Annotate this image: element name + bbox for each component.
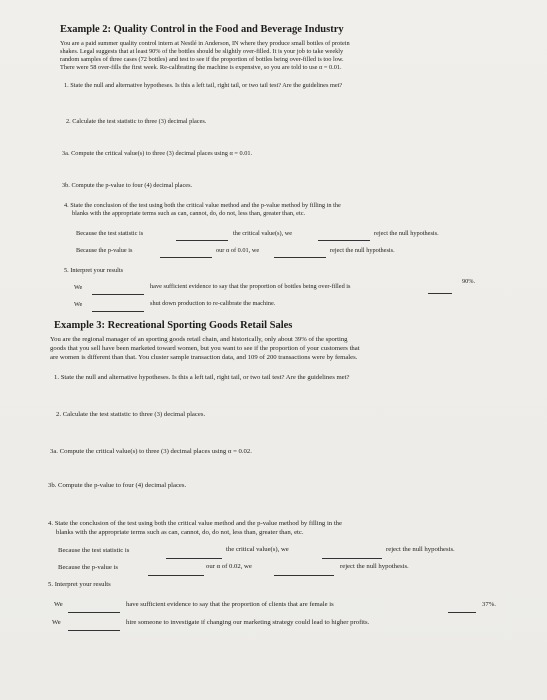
- example-3-we-2: We: [52, 619, 61, 626]
- example-3-because-test-statistic: Because the test statistic is: [58, 547, 130, 554]
- example-2-our-alpha: our α of 0.01, we: [216, 247, 260, 254]
- example-3-because-p-value: Because the p-value is: [58, 564, 118, 571]
- example-2-intro-line-3: random samples of three cases (72 bottles) and test to see if the proportion of bottles being over-filled is too low.: [60, 56, 344, 63]
- example-2-question-3a: 3a. Compute the critical value(s) to three (3) decimal places using α = 0.01.: [62, 150, 253, 157]
- example-3-blank-pv-comparison[interactable]: [148, 568, 204, 576]
- example-3-percent: 37%.: [482, 601, 496, 608]
- example-3-our-alpha: our α of 0.02, we: [206, 563, 252, 570]
- example-2-reject-null-2: reject the null hypothesis.: [330, 247, 395, 254]
- example-2-question-1: 1. State the null and alternative hypotheses. Is this a left tail, right tail, or two tail test? Are the guidelines met?: [64, 82, 343, 89]
- example-3-question-4-line-2: blanks with the appropriate terms such as can, cannot, do, do not, less than, greater than, etc.: [56, 529, 304, 536]
- example-2-question-3b: 3b. Compute the p-value to four (4) decimal places.: [62, 182, 193, 189]
- example-3-we-1: We: [54, 601, 63, 608]
- example-2-critical-values-we: the critical value(s), we: [233, 230, 293, 237]
- example-3-blank-cv-decision[interactable]: [322, 551, 382, 559]
- example-2-question-5: 5. Interpret your results: [64, 267, 124, 274]
- example-3-question-4-line-1: 4. State the conclusion of the test using both the critical value method and the p-value method by filling in the: [48, 520, 342, 527]
- example-3-question-5: 5. Interpret your results: [48, 581, 111, 588]
- example-2-intro-line-1: You are a paid summer quality control intern at Nestlé in Anderson, IN where they produce small bottles of protein: [60, 40, 350, 47]
- example-2-blank-pv-comparison[interactable]: [160, 250, 212, 258]
- example-3-title: Example 3: Recreational Sporting Goods Retail Sales: [54, 320, 293, 331]
- example-3-intro-line-2: goods that you sell have been marketed toward women, but you want to see if the proportion of your customers that: [50, 345, 360, 352]
- example-3-critical-values-we: the critical value(s), we: [226, 546, 289, 553]
- example-2-have-sufficient: have sufficient evidence to say that the proportion of bottles being over-filled is: [150, 283, 351, 290]
- example-2-blank-interpret-1[interactable]: [92, 287, 144, 295]
- example-2-question-2: 2. Calculate the test statistic to three (3) decimal places.: [66, 118, 207, 125]
- example-2-percent: 90%.: [462, 278, 476, 285]
- example-2-blank-direction[interactable]: [428, 286, 452, 294]
- example-3-intro-line-3: are women is different than that. You cluster sample transaction data, and 109 of 200 transactions were by females.: [50, 354, 358, 361]
- example-2-question-4-line-1: 4. State the conclusion of the test using both the critical value method and the p-value method by filling in the: [64, 202, 341, 209]
- example-2-blank-ts-comparison[interactable]: [176, 233, 228, 241]
- example-3-intro-line-1: You are the regional manager of an sporting goods retail chain, and historically, only about 39% of the sporting: [50, 336, 348, 343]
- example-3-have-sufficient: have sufficient evidence to say that the proportion of clients that are female is: [126, 601, 334, 608]
- example-2-we-2: We: [74, 301, 83, 308]
- example-3-question-3a: 3a. Compute the critical value(s) to three (3) decimal places using α = 0.02.: [50, 448, 252, 455]
- example-2-blank-interpret-2[interactable]: [92, 304, 144, 312]
- example-3-blank-interpret-1[interactable]: [68, 605, 120, 613]
- example-3-question-1: 1. State the null and alternative hypotheses. Is this a left tail, right tail, or two tail test? Are the guidelines met?: [54, 374, 350, 381]
- example-3-reject-null-1: reject the null hypothesis.: [386, 546, 455, 553]
- example-3-question-2: 2. Calculate the test statistic to three (3) decimal places.: [56, 411, 206, 418]
- example-2-intro-line-4: There were 58 over-fills the first week. Re-calibrating the machine is expensive, so you are told to use α = 0.01.: [60, 64, 342, 71]
- example-2-question-4-line-2: blanks with the appropriate terms such as can, cannot, do, do not, less than, greater than, etc.: [72, 210, 306, 217]
- example-2-blank-cv-decision[interactable]: [318, 233, 370, 241]
- example-3-blank-pv-decision[interactable]: [274, 568, 334, 576]
- example-2-because-test-statistic: Because the test statistic is: [76, 230, 144, 237]
- example-2-reject-null-1: reject the null hypothesis.: [374, 230, 439, 237]
- example-2-blank-pv-decision[interactable]: [274, 250, 326, 258]
- example-2-because-p-value: Because the p-value is: [76, 247, 133, 254]
- example-2-intro-line-2: shakes. Legal suggests that at least 90% of the bottles should be slightly over-filled. It is your job to take weekly: [60, 48, 344, 55]
- example-3-blank-direction[interactable]: [448, 605, 476, 613]
- example-3-blank-interpret-2[interactable]: [68, 623, 120, 631]
- example-3-reject-null-2: reject the null hypothesis.: [340, 563, 409, 570]
- example-2-we-1: We: [74, 284, 83, 291]
- example-3-hire: hire someone to investigate if changing our marketing strategy could lead to higher profits.: [126, 619, 370, 626]
- example-2-title: Example 2: Quality Control in the Food and Beverage Industry: [60, 24, 344, 35]
- example-3-blank-ts-comparison[interactable]: [166, 551, 222, 559]
- example-3-question-3b: 3b. Compute the p-value to four (4) decimal places.: [48, 482, 187, 489]
- example-2-shut-down: shut down production to re-calibrate the machine.: [150, 300, 276, 307]
